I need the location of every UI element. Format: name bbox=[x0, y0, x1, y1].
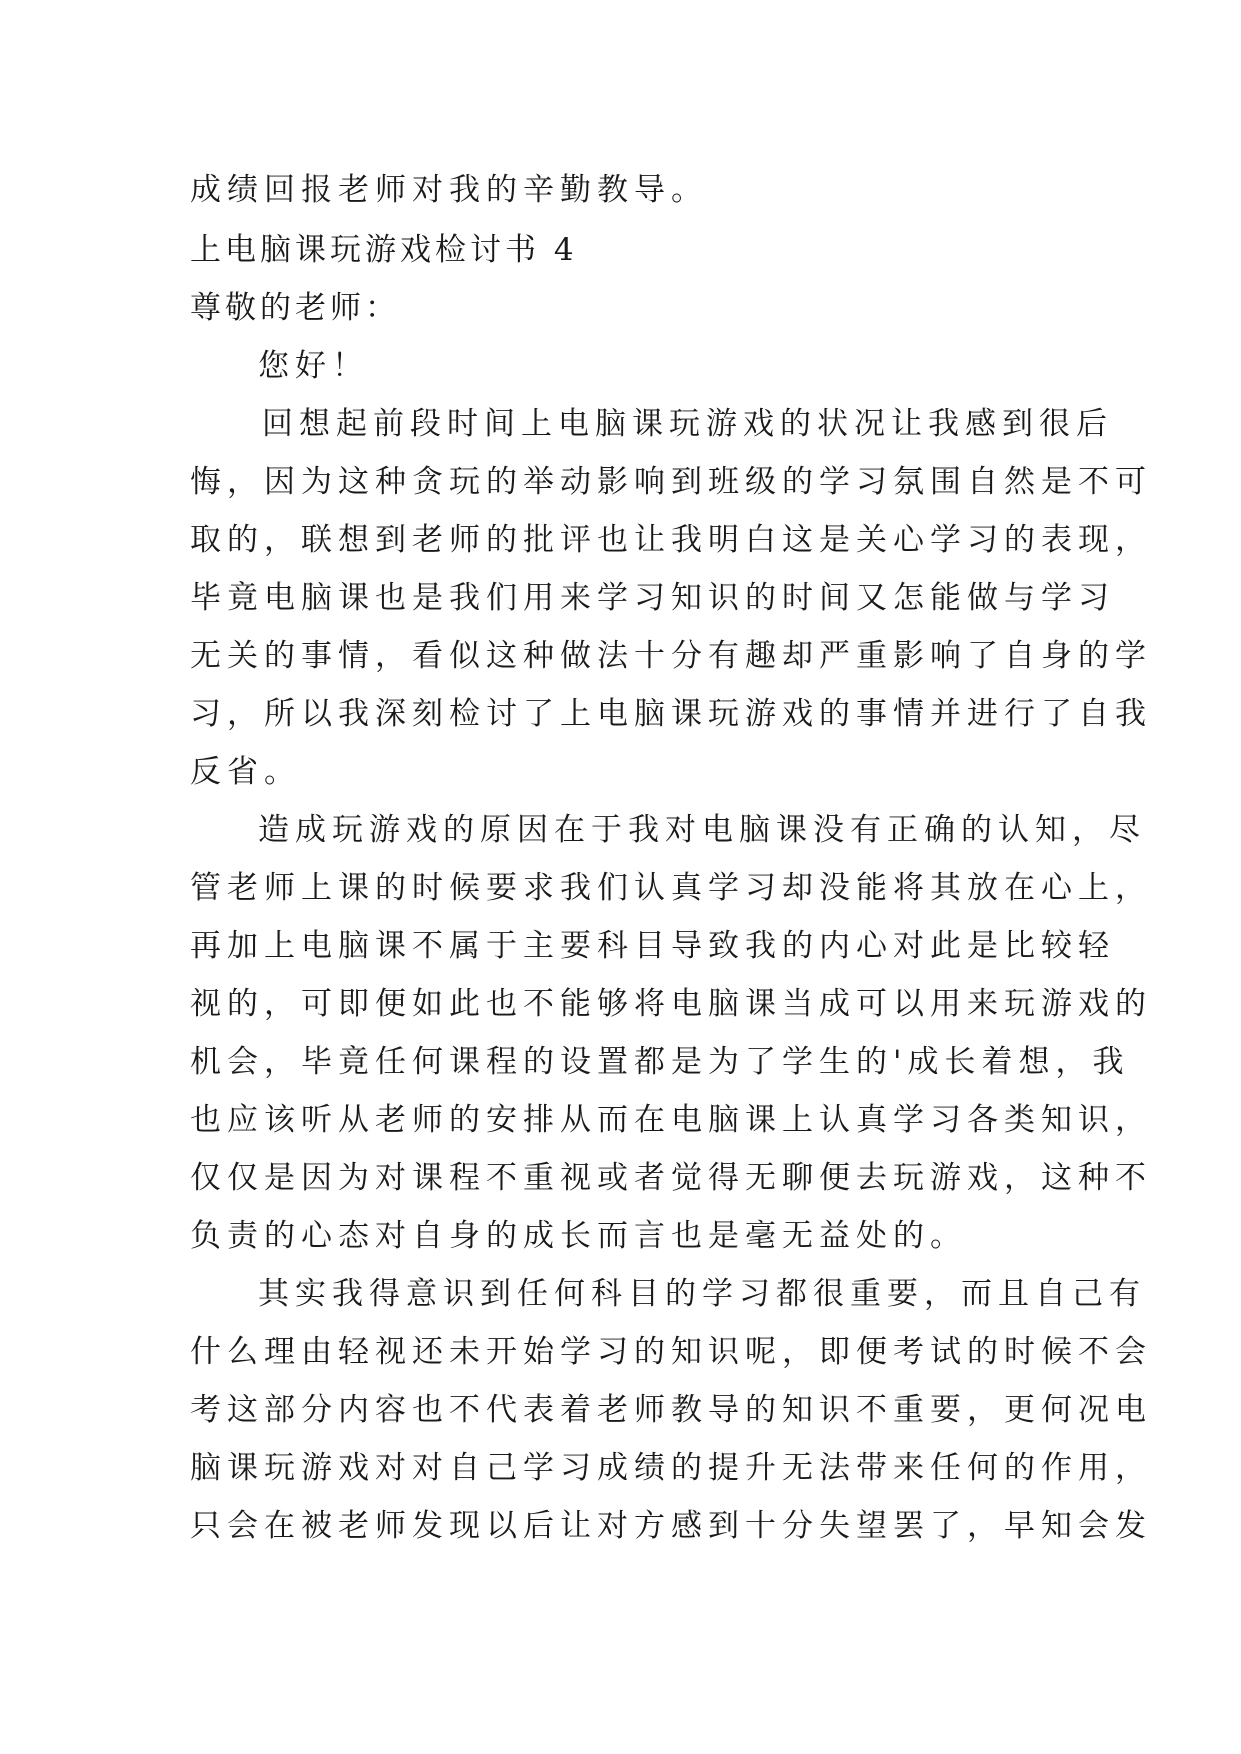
text-line: 机会，毕竟任何课程的设置都是为了学生的'成长着想，我 bbox=[190, 1044, 1130, 1080]
greeting: 您好！ bbox=[258, 348, 369, 384]
text-line: 取的，联想到老师的批评也让我明白这是关心学习的表现， bbox=[190, 522, 1152, 558]
salutation: 尊敬的老师： bbox=[190, 290, 400, 326]
text-line: 视的，可即便如此也不能够将电脑课当成可以用来玩游戏的 bbox=[190, 986, 1152, 1022]
text-line: 考这部分内容也不代表着老师教导的知识不重要，更何况电 bbox=[190, 1392, 1152, 1428]
text-line: 管老师上课的时候要求我们认真学习却没能将其放在心上， bbox=[190, 870, 1152, 906]
text-line: 无关的事情，看似这种做法十分有趣却严重影响了自身的学 bbox=[190, 638, 1152, 674]
text-line: 习，所以我深刻检讨了上电脑课玩游戏的事情并进行了自我 bbox=[190, 696, 1152, 732]
text-line: 脑课玩游戏对对自己学习成绩的提升无法带来任何的作用， bbox=[190, 1450, 1152, 1486]
text-line: 也应该听从老师的安排从而在电脑课上认真学习各类知识， bbox=[190, 1102, 1152, 1138]
text-line: 悔，因为这种贪玩的举动影响到班级的学习氛围自然是不可 bbox=[190, 464, 1152, 500]
text-line: 什么理由轻视还未开始学习的知识呢，即便考试的时候不会 bbox=[190, 1334, 1152, 1370]
text-line: 毕竟电脑课也是我们用来学习知识的时间又怎能做与学习 bbox=[190, 580, 1115, 616]
text-line: 再加上电脑课不属于主要科目导致我的内心对此是比较轻 bbox=[190, 928, 1115, 964]
text-line: 成绩回报老师对我的辛勤教导。 bbox=[190, 172, 708, 208]
text-line: 反省。 bbox=[190, 754, 301, 790]
text-line: 仅仅是因为对课程不重视或者觉得无聊便去玩游戏，这种不 bbox=[190, 1160, 1152, 1196]
text-line: 回想起前段时间上电脑课玩游戏的状况让我感到很后 bbox=[262, 406, 1113, 442]
text-line: 只会在被老师发现以后让对方感到十分失望罢了，早知会发 bbox=[190, 1508, 1152, 1544]
text-line: 造成玩游戏的原因在于我对电脑课没有正确的认知，尽 bbox=[258, 812, 1146, 848]
section-title: 上电脑课玩游戏检讨书 4 bbox=[190, 232, 578, 268]
text-line: 负责的心态对自身的成长而言也是毫无益处的。 bbox=[190, 1218, 967, 1254]
text-line: 其实我得意识到任何科目的学习都很重要，而且自己有 bbox=[258, 1276, 1146, 1312]
